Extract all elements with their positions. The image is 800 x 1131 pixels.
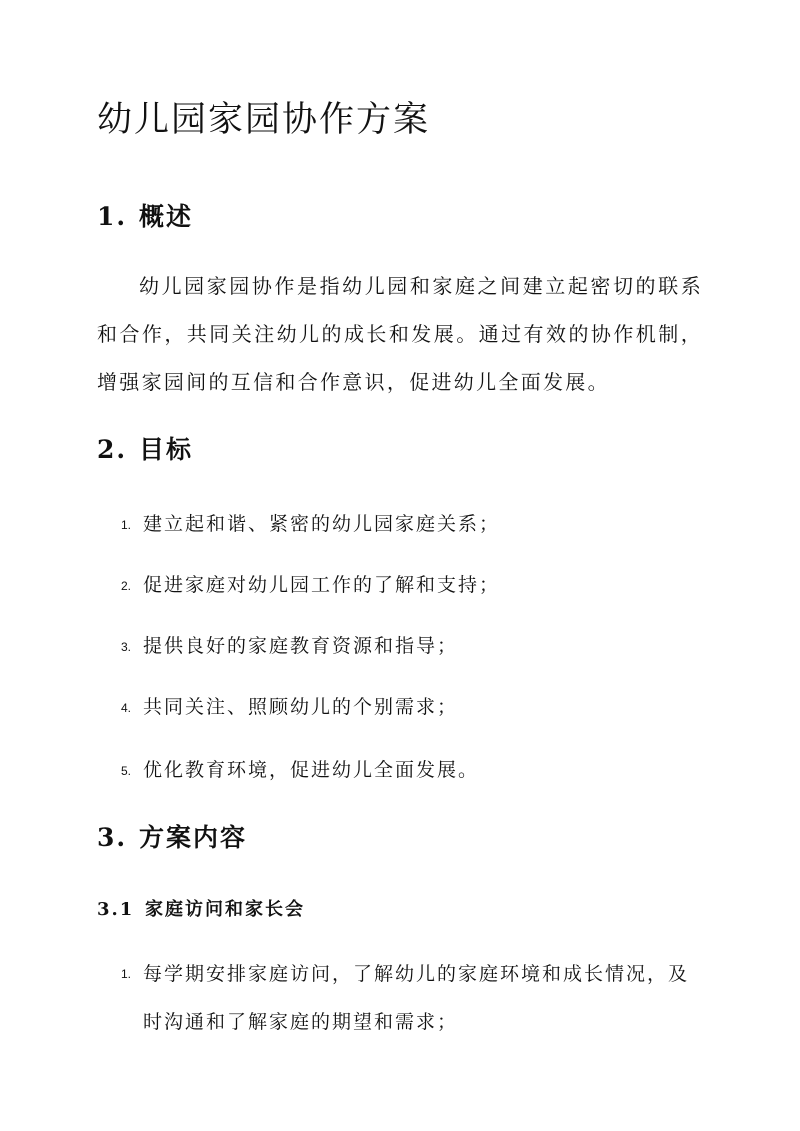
- section-heading-overview: [97, 197, 193, 233]
- overview-paragraph: 幼儿园家园协作是指幼儿园和家庭之间建立起密切的联系和合作，共同关注幼儿的成长和发展。通过有效的协作机制，增强家园间的互信和合作意识，促进幼儿全面发展。: [97, 274, 703, 394]
- subsection-title: 家庭访问和家长会: [145, 899, 305, 920]
- section-title: 目标: [139, 435, 194, 464]
- goal-list-item: [97, 509, 500, 536]
- list-marker: 1.: [121, 967, 132, 981]
- section-heading-plan-content: [97, 818, 247, 854]
- document-title: 幼儿园家园协作方案: [97, 100, 431, 140]
- list-marker: 5.: [121, 764, 132, 778]
- list-item-text: 提供良好的家庭教育资源和指导；: [143, 635, 459, 657]
- section-number: 1.: [97, 202, 128, 231]
- section-number: 2.: [97, 435, 128, 464]
- list-marker: 2.: [121, 579, 132, 593]
- list-item-text: 建立起和谐、紧密的幼儿园家庭关系；: [143, 513, 501, 535]
- list-item-text: 促进家庭对幼儿园工作的了解和支持；: [143, 574, 501, 596]
- list-item-text: 每学期安排家庭访问，了解幼儿的家庭环境和成长情况，及时沟通和了解家庭的期望和需求；: [143, 963, 690, 1033]
- plan-list-item: [97, 950, 707, 1046]
- section-title: 方案内容: [139, 823, 248, 852]
- list-marker: 4.: [121, 701, 132, 715]
- section-heading-goals: [97, 430, 193, 466]
- subsection-number: 3.1: [97, 899, 135, 920]
- subsection-heading-home-visits: [97, 895, 305, 921]
- list-item-text: 共同关注、照顾幼儿的个别需求；: [143, 696, 459, 718]
- goal-list-item: [97, 631, 458, 658]
- goal-list-item: [97, 755, 479, 782]
- list-marker: 3.: [121, 640, 132, 654]
- goal-list-item: [97, 692, 458, 719]
- section-title: 概述: [139, 202, 194, 231]
- goal-list-item: [97, 570, 500, 597]
- list-item-text: 优化教育环境，促进幼儿全面发展。: [143, 759, 480, 781]
- section-number: 3.: [97, 823, 128, 852]
- list-marker: 1.: [121, 518, 132, 532]
